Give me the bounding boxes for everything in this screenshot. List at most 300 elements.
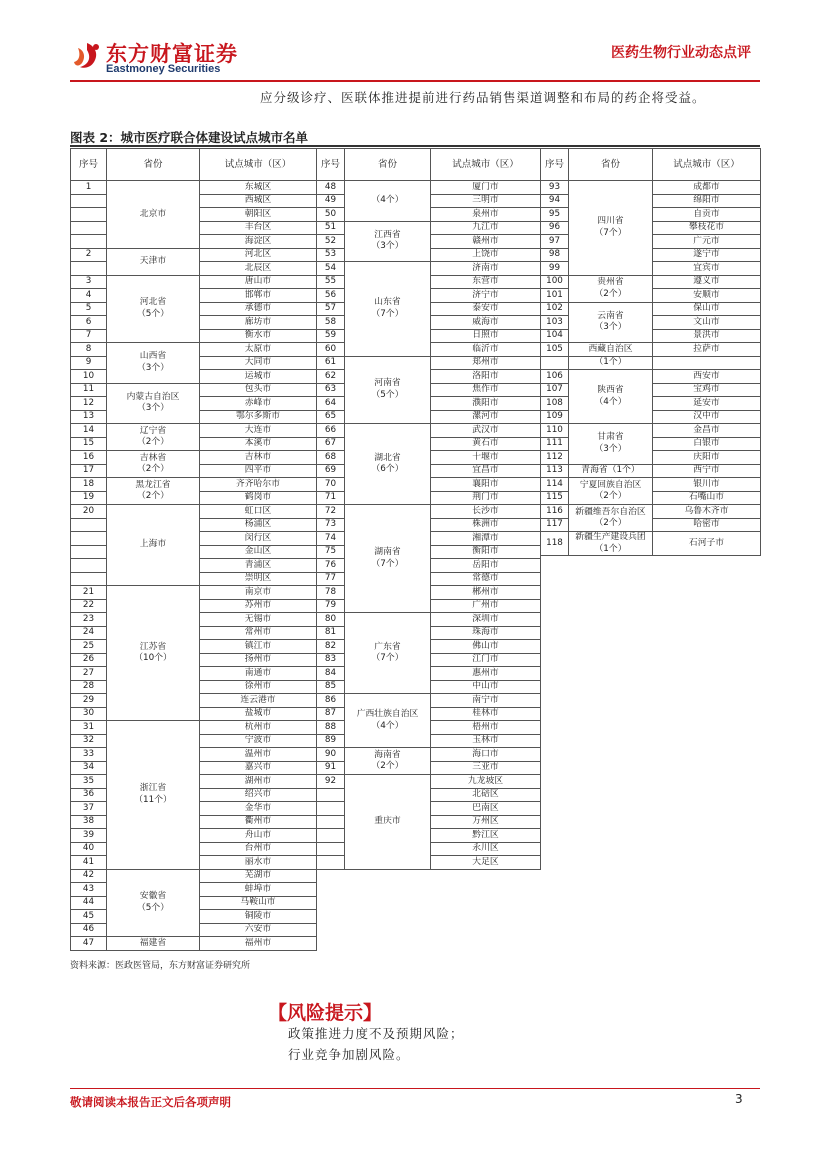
city-cell: 遂宁市 — [653, 248, 761, 262]
row-number: 108 — [541, 397, 569, 411]
city-cell: 盐城市 — [200, 707, 317, 721]
city-cell: 鹤岗市 — [200, 491, 317, 505]
city-cell: 运城市 — [200, 370, 317, 384]
row-number — [317, 815, 345, 829]
table-row — [317, 181, 541, 195]
city-cell: 襄阳市 — [431, 478, 541, 492]
province-cell: 安徽省 （5个） — [107, 869, 200, 937]
city-cell: 济南市 — [431, 262, 541, 276]
row-number: 17 — [71, 464, 107, 478]
city-cell: 乌鲁木齐市 — [653, 505, 761, 519]
row-number: 16 — [71, 451, 107, 465]
city-cell: 马鞍山市 — [200, 896, 317, 910]
city-cell: 北碚区 — [431, 788, 541, 802]
city-cell: 万州区 — [431, 815, 541, 829]
table-row — [541, 356, 761, 370]
row-number: 114 — [541, 478, 569, 492]
city-cell: 福州市 — [200, 937, 317, 951]
city-cell: 安顺市 — [653, 289, 761, 303]
row-number: 42 — [71, 869, 107, 883]
row-number: 79 — [317, 599, 345, 613]
row-number: 57 — [317, 302, 345, 316]
row-number: 37 — [71, 802, 107, 816]
row-number: 36 — [71, 788, 107, 802]
city-cell: 长沙市 — [431, 505, 541, 519]
row-number: 3 — [71, 275, 107, 289]
city-cell: 文山市 — [653, 316, 761, 330]
city-cell: 济宁市 — [431, 289, 541, 303]
city-cell: 衡水市 — [200, 329, 317, 343]
province-cell: 吉林省 （2个） — [107, 451, 200, 478]
province-cell: 河北省 （5个） — [107, 275, 200, 343]
city-cell: 桂林市 — [431, 707, 541, 721]
province-cell: 云南省 （3个） — [569, 302, 653, 343]
row-number: 25 — [71, 640, 107, 654]
city-cell: 株洲市 — [431, 518, 541, 532]
province-cell: 贵州省 （2个） — [569, 275, 653, 302]
city-cell: 银川市 — [653, 478, 761, 492]
row-number: 72 — [317, 505, 345, 519]
city-cell: 宜昌市 — [431, 464, 541, 478]
city-cell: 扬州市 — [200, 653, 317, 667]
province-cell: 宁夏回族自治区 （2个） — [569, 478, 653, 505]
city-cell: 佛山市 — [431, 640, 541, 654]
table-row — [541, 464, 761, 478]
city-cell: 大连市 — [200, 424, 317, 438]
city-cell: 宁波市 — [200, 734, 317, 748]
city-cell: 台州市 — [200, 842, 317, 856]
row-number: 69 — [317, 464, 345, 478]
row-number: 86 — [317, 694, 345, 708]
province-cell: 山东省 （7个） — [345, 262, 431, 357]
city-cell: 九江市 — [431, 221, 541, 235]
row-number: 21 — [71, 586, 107, 600]
row-number: 11 — [71, 383, 107, 397]
row-number: 50 — [317, 208, 345, 222]
city-cell: 包头市 — [200, 383, 317, 397]
city-cell: 北辰区 — [200, 262, 317, 276]
province-cell: 江苏省 （10个） — [107, 586, 200, 721]
table-row — [317, 356, 541, 370]
city-cell: 嘉兴市 — [200, 761, 317, 775]
city-cell: 镇江市 — [200, 640, 317, 654]
row-number: 99 — [541, 262, 569, 276]
city-cell: 玉林市 — [431, 734, 541, 748]
city-cell: 四平市 — [200, 464, 317, 478]
city-cell: 洛阳市 — [431, 370, 541, 384]
province-cell: 上海市 — [107, 505, 200, 586]
city-cell: 崇明区 — [200, 572, 317, 586]
city-cell: 岳阳市 — [431, 559, 541, 573]
city-cell: 石河子市 — [653, 532, 761, 556]
city-cell: 承德市 — [200, 302, 317, 316]
city-cell: 巴南区 — [431, 802, 541, 816]
row-number: 85 — [317, 680, 345, 694]
row-number: 112 — [541, 451, 569, 465]
city-cell: 海淀区 — [200, 235, 317, 249]
province-cell: 海南省 （2个） — [345, 748, 431, 775]
row-number: 14 — [71, 424, 107, 438]
city-cell: 日照市 — [431, 329, 541, 343]
row-number: 52 — [317, 235, 345, 249]
city-cell: 南通市 — [200, 667, 317, 681]
row-number: 49 — [317, 194, 345, 208]
table-row — [71, 383, 317, 397]
city-cell: 河北区 — [200, 248, 317, 262]
city-cell: 汉中市 — [653, 410, 761, 424]
row-number — [317, 842, 345, 856]
city-cell: 威海市 — [431, 316, 541, 330]
header-province: 省份 — [345, 149, 431, 181]
city-cell: 惠州市 — [431, 667, 541, 681]
city-cell: 保山市 — [653, 302, 761, 316]
city-cell: 金山区 — [200, 545, 317, 559]
city-cell: 郴州市 — [431, 586, 541, 600]
row-number: 109 — [541, 410, 569, 424]
row-number: 31 — [71, 721, 107, 735]
row-number: 38 — [71, 815, 107, 829]
row-number — [71, 572, 107, 586]
city-cell: 焦作市 — [431, 383, 541, 397]
row-number: 58 — [317, 316, 345, 330]
city-cell: 舟山市 — [200, 829, 317, 843]
city-cell: 哈密市 — [653, 518, 761, 532]
row-number: 43 — [71, 883, 107, 897]
city-cell: 吉林市 — [200, 451, 317, 465]
row-number: 62 — [317, 370, 345, 384]
row-number: 111 — [541, 437, 569, 451]
row-number — [71, 208, 107, 222]
risk-item: 政策推进力度不及预期风险； — [288, 1026, 464, 1041]
city-cell: 赤峰市 — [200, 397, 317, 411]
city-table — [540, 148, 761, 556]
row-number: 82 — [317, 640, 345, 654]
table-row — [71, 478, 317, 492]
row-number: 75 — [317, 545, 345, 559]
row-number: 94 — [541, 194, 569, 208]
row-number: 8 — [71, 343, 107, 357]
row-number: 66 — [317, 424, 345, 438]
city-cell — [653, 356, 761, 370]
city-cell: 徐州市 — [200, 680, 317, 694]
province-cell: 新疆生产建设兵团 （1个） — [569, 532, 653, 556]
row-number — [541, 356, 569, 370]
province-cell: （4个） — [345, 181, 431, 222]
row-number: 54 — [317, 262, 345, 276]
header-divider — [70, 80, 760, 82]
row-number: 29 — [71, 694, 107, 708]
city-cell: 南京市 — [200, 586, 317, 600]
city-cell: 三亚市 — [431, 761, 541, 775]
table-header-row — [541, 149, 761, 181]
city-cell: 宝鸡市 — [653, 383, 761, 397]
city-table — [316, 148, 541, 870]
table-row — [317, 694, 541, 708]
city-cell: 蚌埠市 — [200, 883, 317, 897]
row-number: 23 — [71, 613, 107, 627]
row-number: 91 — [317, 761, 345, 775]
city-cell: 廊坊市 — [200, 316, 317, 330]
row-number: 48 — [317, 181, 345, 195]
row-number: 116 — [541, 505, 569, 519]
row-number: 18 — [71, 478, 107, 492]
province-cell: 青海省（1个） — [569, 464, 653, 478]
row-number: 102 — [541, 302, 569, 316]
row-number — [71, 235, 107, 249]
city-cell: 湘潭市 — [431, 532, 541, 546]
eastmoney-logo-icon — [70, 40, 104, 74]
row-number: 33 — [71, 748, 107, 762]
row-number: 113 — [541, 464, 569, 478]
table-row — [71, 275, 317, 289]
table-row — [71, 721, 317, 735]
header-city: 试点城市（区） — [200, 149, 317, 181]
table-row — [71, 424, 317, 438]
city-cell: 苏州市 — [200, 599, 317, 613]
table-row — [317, 775, 541, 789]
city-cell: 常州市 — [200, 626, 317, 640]
row-number: 100 — [541, 275, 569, 289]
city-cell: 连云港市 — [200, 694, 317, 708]
city-cell: 六安市 — [200, 923, 317, 937]
city-cell: 遵义市 — [653, 275, 761, 289]
table-row — [541, 505, 761, 519]
report-type: 医药生物行业动态点评 — [611, 45, 751, 61]
city-cell: 赣州市 — [431, 235, 541, 249]
city-cell: 金华市 — [200, 802, 317, 816]
row-number: 97 — [541, 235, 569, 249]
row-number — [71, 262, 107, 276]
table-row — [71, 869, 317, 883]
row-number: 9 — [71, 356, 107, 370]
table-row — [71, 343, 317, 357]
row-number: 71 — [317, 491, 345, 505]
city-table-column-2 — [316, 148, 541, 870]
table-row — [71, 248, 317, 262]
header-city: 试点城市（区） — [653, 149, 761, 181]
city-cell: 东营市 — [431, 275, 541, 289]
row-number: 89 — [317, 734, 345, 748]
table-row — [71, 451, 317, 465]
row-number: 55 — [317, 275, 345, 289]
table-row — [71, 937, 317, 951]
city-cell: 永川区 — [431, 842, 541, 856]
row-number: 61 — [317, 356, 345, 370]
row-number: 15 — [71, 437, 107, 451]
city-cell: 衡阳市 — [431, 545, 541, 559]
row-number: 6 — [71, 316, 107, 330]
row-number: 27 — [71, 667, 107, 681]
brand-name-en: Eastmoney Securities — [106, 63, 221, 75]
table-row — [317, 424, 541, 438]
table-row — [541, 181, 761, 195]
row-number — [71, 194, 107, 208]
province-cell: 福建省 — [107, 937, 200, 951]
city-cell: 海口市 — [431, 748, 541, 762]
row-number: 65 — [317, 410, 345, 424]
city-cell: 朝阳区 — [200, 208, 317, 222]
row-number: 73 — [317, 518, 345, 532]
city-cell: 宜宾市 — [653, 262, 761, 276]
city-cell: 梧州市 — [431, 721, 541, 735]
city-cell: 十堰市 — [431, 451, 541, 465]
province-cell: 浙江省 （11个） — [107, 721, 200, 870]
city-cell: 邯郸市 — [200, 289, 317, 303]
city-cell: 武汉市 — [431, 424, 541, 438]
city-cell: 太原市 — [200, 343, 317, 357]
city-cell: 西城区 — [200, 194, 317, 208]
province-cell: 山西省 （3个） — [107, 343, 200, 384]
city-cell: 成都市 — [653, 181, 761, 195]
city-cell: 青浦区 — [200, 559, 317, 573]
province-cell: 江西省 （3个） — [345, 221, 431, 262]
city-cell: 九龙坡区 — [431, 775, 541, 789]
province-cell: 广西壮族自治区 （4个） — [345, 694, 431, 748]
province-cell: 新疆维吾尔自治区 （2个） — [569, 505, 653, 532]
city-cell: 泰安市 — [431, 302, 541, 316]
city-cell: 郑州市 — [431, 356, 541, 370]
city-cell: 芜湖市 — [200, 869, 317, 883]
row-number: 53 — [317, 248, 345, 262]
city-cell: 湖州市 — [200, 775, 317, 789]
row-number: 1 — [71, 181, 107, 195]
row-number — [317, 802, 345, 816]
table-row — [541, 343, 761, 357]
row-number: 76 — [317, 559, 345, 573]
city-cell: 上饶市 — [431, 248, 541, 262]
province-cell: 西藏自治区 — [569, 343, 653, 357]
row-number: 41 — [71, 856, 107, 870]
row-number — [317, 829, 345, 843]
row-number: 92 — [317, 775, 345, 789]
city-cell: 金昌市 — [653, 424, 761, 438]
province-cell: 黑龙江省 （2个） — [107, 478, 200, 505]
row-number: 98 — [541, 248, 569, 262]
row-number — [71, 221, 107, 235]
table-header-row — [317, 149, 541, 181]
province-cell: 湖北省 （6个） — [345, 424, 431, 505]
row-number: 106 — [541, 370, 569, 384]
city-cell: 庆阳市 — [653, 451, 761, 465]
city-cell: 深圳市 — [431, 613, 541, 627]
row-number: 22 — [71, 599, 107, 613]
city-cell: 南宁市 — [431, 694, 541, 708]
city-cell: 荆门市 — [431, 491, 541, 505]
intro-paragraph: 应分级诊疗、医联体推进提前进行药品销售渠道调整和布局的药企将受益。 — [260, 90, 706, 105]
row-number: 87 — [317, 707, 345, 721]
row-number: 88 — [317, 721, 345, 735]
header-city: 试点城市（区） — [431, 149, 541, 181]
table-row — [541, 424, 761, 438]
brand-name-cn: 东方财富证券 — [106, 42, 238, 66]
province-cell: 天津市 — [107, 248, 200, 275]
header-no: 序号 — [71, 149, 107, 181]
city-cell: 铜陵市 — [200, 910, 317, 924]
province-cell: 湖南省 （7个） — [345, 505, 431, 613]
row-number: 39 — [71, 829, 107, 843]
footer-divider — [70, 1088, 760, 1089]
row-number: 96 — [541, 221, 569, 235]
row-number: 51 — [317, 221, 345, 235]
table-row — [317, 221, 541, 235]
city-cell: 广州市 — [431, 599, 541, 613]
province-cell: 广东省 （7个） — [345, 613, 431, 694]
city-cell: 临沂市 — [431, 343, 541, 357]
city-cell: 绍兴市 — [200, 788, 317, 802]
row-number: 64 — [317, 397, 345, 411]
city-cell: 漯河市 — [431, 410, 541, 424]
city-cell: 杨浦区 — [200, 518, 317, 532]
city-cell: 常德市 — [431, 572, 541, 586]
table-row — [317, 505, 541, 519]
row-number: 78 — [317, 586, 345, 600]
row-number: 20 — [71, 505, 107, 519]
row-number: 7 — [71, 329, 107, 343]
risk-item: 行业竞争加剧风险。 — [288, 1047, 410, 1062]
city-table-column-3 — [540, 148, 761, 556]
row-number: 117 — [541, 518, 569, 532]
row-number — [317, 856, 345, 870]
row-number: 63 — [317, 383, 345, 397]
risk-title: 【风险提示】 — [268, 1002, 383, 1024]
city-cell: 西安市 — [653, 370, 761, 384]
row-number — [71, 518, 107, 532]
row-number: 101 — [541, 289, 569, 303]
row-number: 90 — [317, 748, 345, 762]
row-number: 60 — [317, 343, 345, 357]
city-cell: 绵阳市 — [653, 194, 761, 208]
header-no: 序号 — [541, 149, 569, 181]
city-cell: 攀枝花市 — [653, 221, 761, 235]
table-row — [541, 302, 761, 316]
footer-disclaimer: 敬请阅读本报告正文后各项声明 — [70, 1095, 231, 1109]
header-province: 省份 — [569, 149, 653, 181]
figure-source: 资料来源：医政医管局，东方财富证券研究所 — [70, 961, 251, 971]
city-cell: 三明市 — [431, 194, 541, 208]
city-cell: 东城区 — [200, 181, 317, 195]
row-number: 110 — [541, 424, 569, 438]
city-cell: 本溪市 — [200, 437, 317, 451]
city-cell: 丰台区 — [200, 221, 317, 235]
city-cell: 齐齐哈尔市 — [200, 478, 317, 492]
city-cell: 丽水市 — [200, 856, 317, 870]
row-number: 44 — [71, 896, 107, 910]
city-cell: 濮阳市 — [431, 397, 541, 411]
row-number: 68 — [317, 451, 345, 465]
city-cell: 西宁市 — [653, 464, 761, 478]
row-number: 12 — [71, 397, 107, 411]
row-number: 47 — [71, 937, 107, 951]
row-number: 81 — [317, 626, 345, 640]
province-cell: 辽宁省 （2个） — [107, 424, 200, 451]
city-table — [70, 148, 317, 951]
table-row — [541, 370, 761, 384]
header-province: 省份 — [107, 149, 200, 181]
province-cell: 内蒙古自治区 （3个） — [107, 383, 200, 424]
row-number: 46 — [71, 923, 107, 937]
row-number — [71, 532, 107, 546]
table-row — [541, 275, 761, 289]
row-number: 56 — [317, 289, 345, 303]
figure-title: 图表 2：城市医疗联合体建设试点城市名单 — [70, 130, 309, 145]
city-cell: 中山市 — [431, 680, 541, 694]
city-table-column-1 — [70, 148, 317, 951]
row-number: 107 — [541, 383, 569, 397]
city-cell: 黄石市 — [431, 437, 541, 451]
city-cell: 拉萨市 — [653, 343, 761, 357]
table-row — [71, 505, 317, 519]
row-number: 32 — [71, 734, 107, 748]
